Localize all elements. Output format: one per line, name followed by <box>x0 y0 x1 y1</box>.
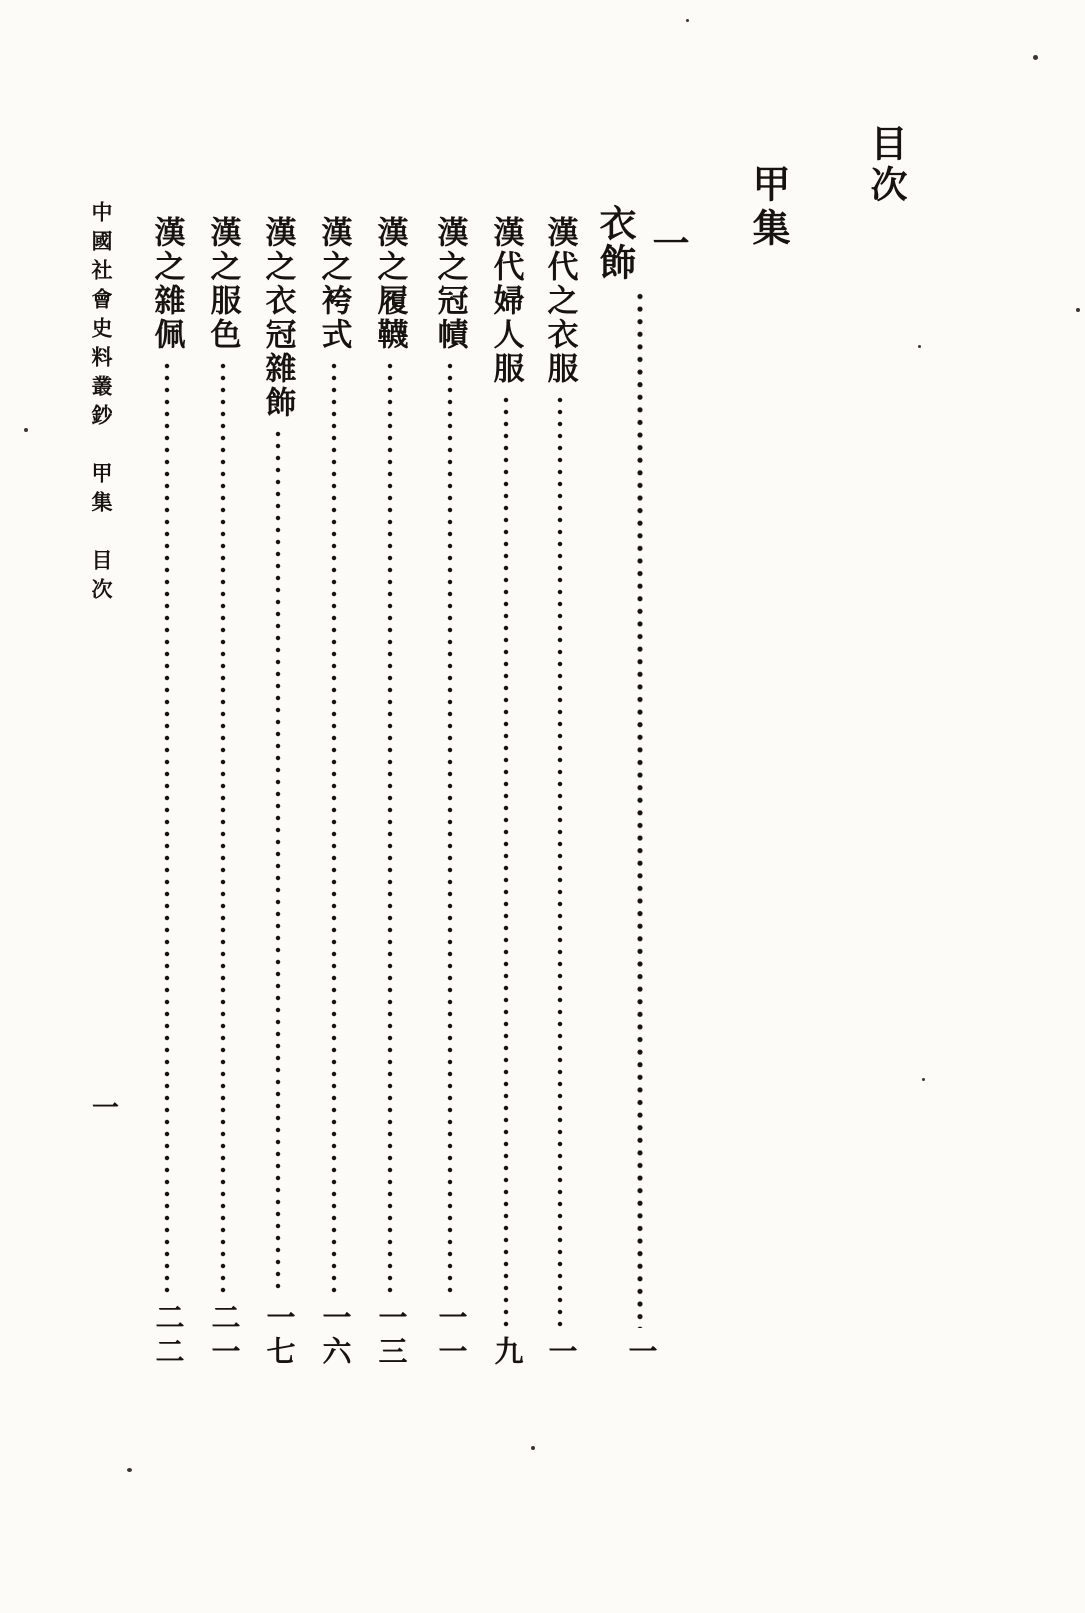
toc-page-number: 二二 <box>151 1302 184 1370</box>
scan-speck <box>531 1446 535 1450</box>
toc-page-number: 一三 <box>374 1302 407 1370</box>
toc-section-entry <box>593 204 687 1370</box>
toc-entry <box>314 204 354 1370</box>
toc-entry <box>203 204 243 1370</box>
toc-page-number: 二一 <box>207 1302 240 1370</box>
toc-entry <box>258 204 298 1370</box>
dot-leader <box>636 291 644 1328</box>
toc-page-number: 一 <box>544 1336 577 1370</box>
toc-entry <box>540 204 580 1370</box>
toc-page-number: 一一 <box>434 1302 467 1370</box>
toc-section-number: 一 <box>646 223 687 263</box>
dot-leader <box>386 361 394 1294</box>
dot-leader <box>502 395 510 1328</box>
toc-section-title: 衣飾 <box>593 204 634 282</box>
page-title: 目次 <box>864 124 905 206</box>
folio-page-number: 一 <box>92 1093 119 1123</box>
toc-entry-title: 漢之雜佩 <box>149 216 185 352</box>
toc-entry-title: 漢代之衣服 <box>542 216 578 386</box>
scan-speck <box>686 19 689 22</box>
toc-list <box>142 204 687 1370</box>
dot-leader <box>556 395 564 1328</box>
toc-entry-title: 漢之衣冠雜飾 <box>260 216 296 420</box>
toc-entry-title: 漢之服色 <box>205 216 241 352</box>
scan-speck <box>24 428 28 432</box>
toc-entry-title: 漢之冠幘 <box>432 216 468 352</box>
toc-page-number: 一七 <box>262 1302 295 1370</box>
scan-speck <box>918 345 921 348</box>
scan-speck <box>922 1078 925 1081</box>
running-title: 中國社會史料叢鈔 甲集 目次 <box>89 201 113 607</box>
scan-speck <box>127 1468 132 1472</box>
toc-section-label <box>595 204 685 282</box>
dot-leader <box>330 361 338 1294</box>
toc-entry <box>430 204 470 1370</box>
dot-leader <box>446 361 454 1294</box>
toc-page-number: 九 <box>490 1336 523 1370</box>
scan-speck <box>1033 55 1038 60</box>
scan-speck <box>1076 308 1080 312</box>
toc-entry-title: 漢之履韈 <box>372 216 408 352</box>
toc-page-number: 一六 <box>318 1302 351 1370</box>
toc-entry <box>370 204 410 1370</box>
toc-entry-title: 漢代婦人服 <box>488 216 524 386</box>
toc-entry-title: 漢之袴式 <box>316 216 352 352</box>
toc-entry <box>147 204 187 1370</box>
toc-page-number: 一 <box>624 1336 657 1370</box>
dot-leader <box>219 361 227 1294</box>
dot-leader <box>163 361 171 1294</box>
toc-entry <box>486 204 526 1370</box>
collection-title: 甲集 <box>746 164 788 252</box>
dot-leader <box>274 429 282 1294</box>
